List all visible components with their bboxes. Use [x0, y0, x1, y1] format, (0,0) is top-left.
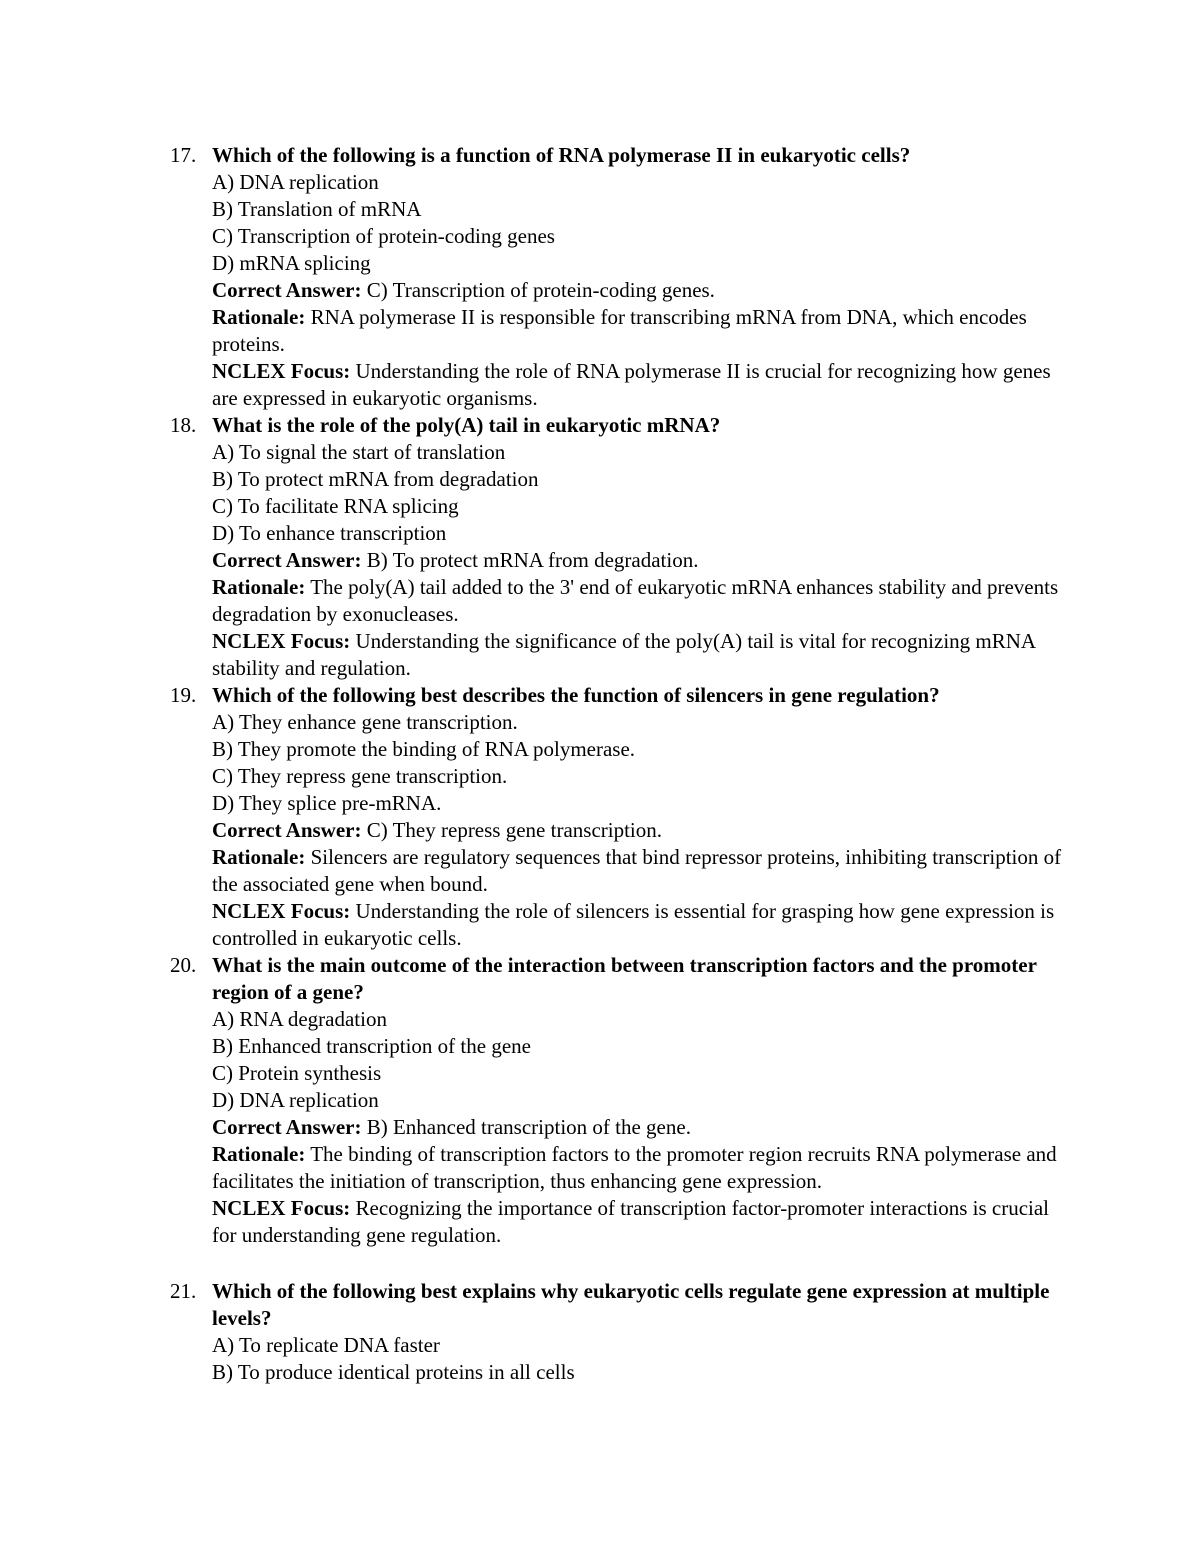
correct-answer-label: Correct Answer:	[212, 1115, 362, 1139]
rationale-label: Rationale:	[212, 305, 306, 329]
option-a: A) To replicate DNA faster	[212, 1333, 440, 1357]
correct-answer-label: Correct Answer:	[212, 278, 362, 302]
correct-answer-text: B) Enhanced transcription of the gene.	[366, 1115, 691, 1139]
nclex-focus-text: Recognizing the importance of transcription factor-promoter interactions is crucial for understanding gene regulation.	[212, 1196, 1050, 1247]
rationale	[212, 844, 1070, 898]
nclex-focus	[212, 898, 1070, 952]
nclex-focus-label: NCLEX Focus:	[212, 359, 351, 383]
nclex-focus	[212, 1195, 1070, 1249]
option-b: B) To protect mRNA from degradation	[212, 467, 539, 491]
option-b: B) Translation of mRNA	[212, 197, 422, 221]
correct-answer	[212, 1114, 1070, 1141]
rationale	[212, 574, 1070, 628]
rationale-label: Rationale:	[212, 845, 306, 869]
correct-answer	[212, 817, 1070, 844]
option-b: B) To produce identical proteins in all cells	[212, 1360, 575, 1384]
question-number: 20.	[170, 953, 197, 977]
correct-answer-text: C) They repress gene transcription.	[366, 818, 663, 842]
rationale	[212, 1141, 1070, 1195]
option-d: D) They splice pre-mRNA.	[212, 791, 442, 815]
rationale-text: RNA polymerase II is responsible for transcribing mRNA from DNA, which encodes proteins.	[212, 305, 1027, 356]
correct-answer-label: Correct Answer:	[212, 818, 362, 842]
option-a: A) DNA replication	[212, 170, 379, 194]
option-b: B) They promote the binding of RNA polymerase.	[212, 737, 636, 761]
option-c: C) Protein synthesis	[212, 1061, 382, 1085]
correct-answer-text: C) Transcription of protein-coding genes.	[366, 278, 715, 302]
question-19	[170, 682, 1070, 952]
nclex-focus	[212, 628, 1070, 682]
question-text: What is the role of the poly(A) tail in eukaryotic mRNA?	[212, 413, 721, 437]
nclex-focus-text: Understanding the significance of the poly(A) tail is vital for recognizing mRNA stability and regulation.	[212, 629, 1035, 680]
option-a: A) RNA degradation	[212, 1007, 387, 1031]
nclex-focus-label: NCLEX Focus:	[212, 629, 351, 653]
nclex-focus-label: NCLEX Focus:	[212, 1196, 351, 1220]
option-d: D) DNA replication	[212, 1088, 379, 1112]
rationale-text: The poly(A) tail added to the 3' end of eukaryotic mRNA enhances stability and prevents degradation by exonucleases.	[212, 575, 1059, 626]
question-18	[170, 412, 1070, 682]
option-d: D) To enhance transcription	[212, 521, 447, 545]
question-17	[170, 142, 1070, 412]
nclex-focus-label: NCLEX Focus:	[212, 899, 351, 923]
question-text: Which of the following is a function of RNA polymerase II in eukaryotic cells?	[212, 143, 911, 167]
nclex-focus-text: Understanding the role of silencers is essential for grasping how gene expression is controlled in eukaryotic cells.	[212, 899, 1055, 950]
correct-answer-text: B) To protect mRNA from degradation.	[366, 548, 699, 572]
correct-answer-label: Correct Answer:	[212, 548, 362, 572]
nclex-focus	[212, 358, 1070, 412]
question-text: Which of the following best explains why eukaryotic cells regulate gene expression at multiple levels?	[212, 1279, 1050, 1330]
option-c: C) Transcription of protein-coding genes	[212, 224, 555, 248]
question-text: Which of the following best describes the function of silencers in gene regulation?	[212, 683, 940, 707]
rationale-text: The binding of transcription factors to the promoter region recruits RNA polymerase and facilitates the initiation of transcription, thus enhancing gene expression.	[212, 1142, 1057, 1193]
option-a: A) They enhance gene transcription.	[212, 710, 518, 734]
option-c: C) They repress gene transcription.	[212, 764, 508, 788]
nclex-focus-text: Understanding the role of RNA polymerase II is crucial for recognizing how genes are expressed in eukaryotic organisms.	[212, 359, 1051, 410]
option-a: A) To signal the start of translation	[212, 440, 506, 464]
option-b: B) Enhanced transcription of the gene	[212, 1034, 531, 1058]
question-20	[170, 952, 1070, 1249]
rationale-text: Silencers are regulatory sequences that bind repressor proteins, inhibiting transcription of the associated gene when bound.	[212, 845, 1062, 896]
question-number: 17.	[170, 143, 197, 167]
question-number: 19.	[170, 683, 197, 707]
rationale	[212, 304, 1070, 358]
rationale-label: Rationale:	[212, 1142, 306, 1166]
question-number: 18.	[170, 413, 197, 437]
option-c: C) To facilitate RNA splicing	[212, 494, 459, 518]
question-21	[170, 1278, 1070, 1386]
correct-answer	[212, 547, 1070, 574]
option-d: D) mRNA splicing	[212, 251, 371, 275]
correct-answer	[212, 277, 1070, 304]
question-number: 21.	[170, 1279, 197, 1303]
rationale-label: Rationale:	[212, 575, 306, 599]
question-text: What is the main outcome of the interaction between transcription factors and the promoter region of a gene?	[212, 953, 1037, 1004]
